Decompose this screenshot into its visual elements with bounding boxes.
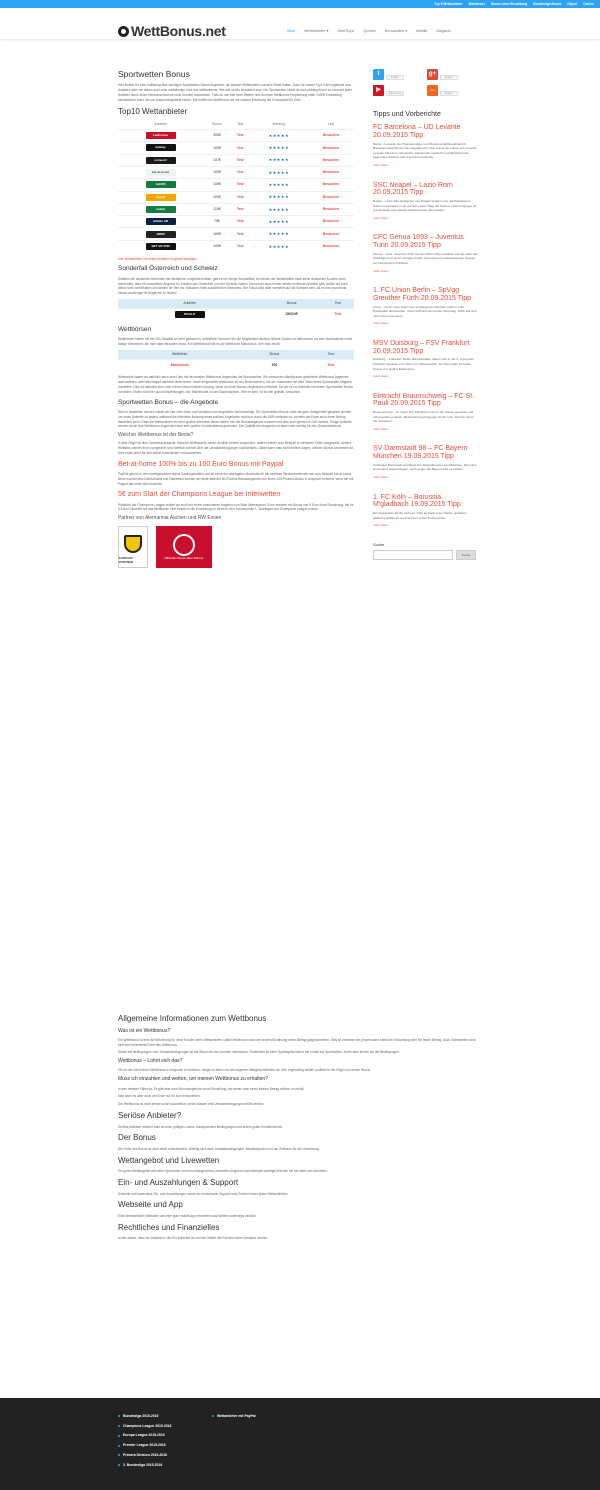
col-header: Bonus (212, 122, 222, 127)
paragraph: Ob es sich lohnt einen Wettbonus in Anspruch zu nehmen, hängt vor allem von den eigenen Wettgewohnheiten ab. Wer regelmäßig wettet, profitiert in der Regel von einem Bonus. (118, 1068, 372, 1073)
col-header: Bonus (261, 299, 321, 308)
bonus-value: 100€ (203, 240, 230, 252)
bonus-value: 150CHF (261, 308, 321, 320)
info-heading: Rechtliches und Finanzielles (118, 1222, 220, 1232)
rating-stars: ★★★★★ (250, 130, 308, 142)
read-more-link[interactable]: mehr lesen (373, 426, 389, 431)
test-link[interactable]: Test (231, 203, 250, 215)
table-row (118, 130, 354, 142)
search-button[interactable]: Suche (456, 550, 476, 560)
visit-link[interactable]: Besuchen (308, 216, 354, 228)
top-link[interactable]: eSport (567, 1, 578, 6)
read-more-link[interactable]: mehr lesen (373, 523, 389, 528)
table-row (118, 166, 354, 178)
ch-text: Seitdem die deutschen Behörden die Wettsteuer eingeführt haben, gibt es nur einige Sonderfälle, bei denen die Wettanbieter zwar keine deutschen Kunden mehr annehmen, aber ein komplettes Angebot für Kunden aus Österreich und der Schweiz haben. Da es hier auch immer wieder verkürzte Anbieter gibt, wollen wir euch diese nicht vorenthalten und stellen sie hier vor. Inklusive eines ausführlichen Berichtes. Der Fokus wird aber vermehrt auf die Schweiz sein, da es hier manchmal etwas schwieriger ist Angebote zu finden! (118, 276, 348, 296)
main-content (118, 68, 354, 568)
tip-excerpt: Union – Fürth: zwei Teams der vergangenen Wochen treffen in der Hauptstadt aufeinander. Union hofft auf den ersten Heimsieg, Fürth will sich nach oben orientieren. (373, 304, 477, 318)
tip-title[interactable]: Eintracht Braunschweig – FC St. Pauli 20.09.2015 Tipp (373, 392, 475, 408)
rating-stars: ★★★★★ (250, 203, 308, 215)
info-sub: Muss ich einzahlen und wetten, um meinen Wettbonus zu erhalten? (118, 1076, 268, 1083)
follow-button[interactable]: Folgen (386, 75, 404, 80)
provider-logo[interactable]: Ladbrokes (146, 132, 176, 139)
tip-excerpt: Genoa – Juve: Juventus Turin hat den Start völlig verpasst und hat nach drei Spieltagen nur einen einzigen Punkt. Genua ist ein unangenehmer Gegner vor heimischem Publikum. (373, 251, 478, 265)
follow-button[interactable]: Folgen (440, 91, 458, 96)
tip-item (373, 340, 478, 379)
rating-stars: ★★★★★ (250, 154, 308, 166)
tip-title[interactable]: 1. FC Union Berlin – SpVgg Greuther Fürth 20.09.2015 Tipp (373, 287, 472, 302)
table-row (118, 203, 354, 215)
read-more-link[interactable]: mehr lesen (373, 321, 389, 326)
paragraph: Man kann es aber auch am Ende nur für sich entscheiden. (118, 1094, 201, 1099)
visit-link[interactable]: Besuchen (308, 240, 354, 252)
tip-item (373, 124, 478, 167)
col-header: Bonus (241, 350, 307, 359)
read-more-link[interactable]: mehr lesen (373, 268, 389, 273)
tip-excerpt: Aufsteiger Darmstadt empfängt den Rekordmeister aus München. Die Lilien sind bisher ungeschlagen, doch gegen die Bayern wird es schwer. (373, 462, 477, 472)
search-form (373, 550, 478, 560)
table-row (118, 191, 354, 203)
rating-stars: ★★★★★ (250, 142, 308, 154)
info-sub: Wettbonus – Lohnt sich das? (118, 1058, 183, 1065)
subscribe-button[interactable]: Abonnieren (386, 91, 404, 96)
rating-stars: ★★★★★ (250, 240, 308, 252)
alemannia-logo (124, 535, 142, 553)
bonus-value: 107€ (203, 154, 230, 166)
footer-link[interactable]: Primera Division 2015-2016 (118, 1453, 171, 1458)
bonus-value: 20€ (241, 359, 307, 371)
tip-title[interactable]: SV Darmstadt 98 – FC Bayern München 19.09.2015 Tipp (373, 445, 468, 461)
tip-excerpt: Napoli – Lazio: Die Gastgeber aus Neapel spielen eine durchwachsene Saison und warten noch auf den ersten Sieg der Saison. Lazio hingegen ist gut gestartet und will den Abstand nach oben halten. (373, 198, 477, 213)
visit-link[interactable]: Besuchen (308, 228, 354, 240)
info-sub: Was ist ein Wettbonus? (118, 1027, 171, 1034)
paragraph: Schnelle und kostenlose Ein- und Auszahlungen sowie ein erreichbarer Support sind Zeichen eines guten Wettanbieters. (118, 1191, 289, 1196)
footer-link[interactable]: Premier League 2015-2016 (118, 1443, 171, 1448)
social-youtube[interactable] (373, 84, 423, 96)
col-header: Wertung (272, 122, 286, 127)
cl-title[interactable]: 5€ zum Start der Champions League bei Interwetten (118, 491, 281, 499)
page-title: Sportwetten Bonus (118, 69, 190, 79)
provider-logo[interactable]: expekt (146, 194, 176, 201)
tip-item (373, 182, 478, 221)
visit-link[interactable]: Besuchen (308, 191, 354, 203)
test-link[interactable]: Test (231, 216, 250, 228)
bonus-value: 100€ (203, 142, 230, 154)
visit-link[interactable]: Besuchen (308, 166, 354, 178)
paragraph: Die Höhe des Bonus ist nicht allein entscheidend. Wichtig sind auch Umsatzbedingungen, Mindestquoten und der Zeitraum für die Umsetzung. (118, 1146, 320, 1151)
read-more-link[interactable]: mehr lesen (373, 374, 389, 379)
tip-excerpt: Braunschweig – St. Pauli: Der Kiezklub ist gut in die Saison gestartet und will auswärts punkten. Braunschweig hingegen sucht noch nach der Form der Vorsaison. (373, 410, 474, 424)
info-heading: Ein- und Auszahlungen & Support (118, 1178, 239, 1188)
table-row (118, 179, 354, 191)
top-link[interactable]: Bundesliga Bonus (533, 1, 562, 6)
test-link[interactable]: Test (231, 228, 250, 240)
provider-logo[interactable]: betway (146, 144, 176, 151)
tip-title[interactable]: MSV Duisburg – FSV Frankfurt 20.09.2015 Tipp (373, 339, 470, 355)
top-link[interactable]: Wettsteuer (468, 1, 485, 6)
provider-logo[interactable]: RIVALO (175, 311, 205, 318)
table-row (118, 142, 354, 154)
nav-wettanbieter[interactable]: Wettanbieter ▾ (304, 29, 329, 33)
test-link[interactable]: Test (231, 130, 250, 142)
paragraph: Seriöse Anbieter erkennt man an einer gültigen Lizenz, transparenten Bedingungen und einem guten Kundenservice. (118, 1124, 284, 1129)
paragraph: Pünktlich der Champions League wollen wir euch mit einem besonderen Angebot zum Start überraschen. Euch erwartet ein Bonus von 5 Euro ohne Einzahlung, bei ihr 5 Euro Gutschrift auf das Wettkonto. Hier müsst ihr die Einzahlung im Bereich, den Schwerpunkt 1. Spieltagen der Champions League nutzen. (118, 502, 354, 512)
rating-stars: ★★★★★ (250, 179, 308, 191)
footer-link[interactable]: Europa League 2015-2016 (118, 1433, 171, 1438)
search-label: Suche (373, 541, 385, 547)
visit-link[interactable]: Besuchen (308, 179, 354, 191)
test-link[interactable]: Test (231, 154, 250, 166)
provider-logo[interactable]: comeon! (146, 157, 176, 164)
ch-table (118, 299, 354, 321)
search-input[interactable] (373, 550, 453, 560)
tip-item (373, 287, 478, 326)
general-info (118, 1010, 480, 1244)
all-providers-link[interactable]: Alle Wettanbieter mit einem sicheren Angebot anzeigen... (118, 256, 199, 261)
footer-link[interactable]: Champions League 2015-2016 (118, 1424, 171, 1429)
social-buttons (373, 68, 478, 96)
col-header: Test (322, 299, 354, 308)
wb-table (118, 350, 354, 372)
rating-stars: ★★★★★ (250, 228, 308, 240)
top-link[interactable]: Casino (583, 1, 594, 6)
table-row (118, 240, 354, 252)
col-header: Test (308, 350, 354, 359)
ser-title: Welcher Wettbonus ist der Beste? (118, 432, 194, 439)
test-link[interactable]: Test (231, 191, 250, 203)
social-google[interactable] (427, 68, 477, 80)
bonus-value: 100€ (203, 228, 230, 240)
paragraph: Ein gutes Wettangebot mit vielen Sportarten und ein umfangreiches Livewetten-Angebot sind ebenfalls wichtige Kriterien bei der Wahl des Anbieters. (118, 1169, 328, 1174)
tip-item (373, 494, 478, 528)
social-twitter[interactable] (373, 68, 423, 80)
main-nav (287, 29, 451, 35)
paragraph: In aller Regel ist dies Geschmackssache. Manche Wettfreunde haben deutlich höhere Ansprüche, andere wieder zum Beispiel in mehreren Teilen ausgezahlt. Andere Wettfans werden ihnen umgekehrt und ziemlich schnell über die Umsatzbedingungen nachdenken. Daher kann man nicht einfach sagen, welcher Bonus am besten ist. Dies muss jeder für sich selbst entscheiden und auswerten. (118, 441, 354, 456)
partner-alemannia[interactable]: EUREGIO PARTNER (118, 526, 148, 568)
paragraph: Ein Wettbonus ist eine Art Belohnung für neue Kunden beim Wettanbieter. Dabei erhält man nach der ersten Einzahlung einen Betrag gutgeschrieben. Dies ist entweder ein prozentualer Anteil der Einzahlung oder ein fester Betrag. Auch Gratiswetten sind eine weit verbreitete Form des Wettbonus. (118, 1037, 476, 1047)
col-header: Link (327, 122, 335, 127)
table-row (118, 216, 354, 228)
provider-logo[interactable]: bet-at-home (146, 169, 176, 176)
nav-magazin[interactable]: Magazin (436, 29, 451, 33)
tip-title[interactable]: FC Barcelona – UD Levante 20.09.2015 Tipp (373, 124, 461, 139)
rss-icon: rss (427, 85, 438, 96)
nav-start[interactable]: Start (287, 29, 296, 33)
info-heading: Wettangebot und Livewetten (118, 1155, 220, 1165)
tip-title[interactable]: SSC Neapel – Lazio Rom 20.09.2015 Tipp (373, 181, 453, 197)
footer-links-2 (212, 1414, 256, 1424)
col-header: Test (237, 122, 244, 127)
nav-quoten[interactable]: Quoten (363, 29, 376, 33)
bonus-value: 75€ (203, 216, 230, 228)
info-heading: Der Bonus (118, 1133, 156, 1143)
sidebar (373, 68, 478, 560)
paragraph: Wetmarkts haben wir natürlich auch eine Liste mit den besten Wettbonus Angeboten der Buchmacher. Wir versuchen ständig auch gesicherte Wettbonus Angebote auszuwählen, aber dies klappt natürlich nicht immer. Jeder eingestellte Wettbonus ist von Buchmachern, die wir zusammen mit dem Team eines Sportwetten Magazin vorstellen. Dies ist natürlich eine Liste mit nur einem kleinen Auszug, wenn du einen Bonus vergleichen möchtest. Da wir es nur Anbieter mit einem Sportwetten Bonus vorstellen, finden sich hier auch Empfehlungen und Testberichte zu den Buchmachern. Wie ihr seht, ist es hier gelistet, besuchen. (118, 375, 353, 394)
col-header: Anbieter (118, 299, 261, 308)
info-heading: Webseite und App (118, 1200, 183, 1210)
paragraph: Selbst mit Bedingungen oder Umsatzbedingungen ist der Bonus für den Kunden interessant. Schließlich ist mehr Spielkapital immer ein Vorteil bei Sportwetten. Achte aber immer auf die Bedingungen. (118, 1050, 400, 1055)
table-row (118, 154, 354, 166)
col-header: Anbieter (154, 122, 167, 127)
footer-link[interactable]: 2. Bundesliga 2015-2016 (118, 1463, 171, 1468)
nav-bonusarten[interactable]: Bonusarten ▾ (384, 29, 408, 33)
read-more-link[interactable]: mehr lesen (373, 163, 389, 168)
test-link[interactable]: Test (322, 308, 354, 320)
test-link[interactable]: Test (231, 142, 250, 154)
partner-title: Partner von Alemannia Aachen und RW Essen (118, 515, 222, 522)
visit-link[interactable]: Besuchen (308, 142, 354, 154)
info-heading: Seriöse Anbieter? (118, 1110, 182, 1120)
provider-name[interactable]: Matchbook (118, 359, 241, 371)
footer (0, 1398, 600, 1490)
nav-wetttipps[interactable]: WettTipps (337, 29, 355, 33)
rating-stars: ★★★★★ (250, 191, 308, 203)
tip-item (373, 234, 478, 273)
paragraph: Wie ihr feststellen werdet, haben wir hier viele Arten und Varianten von Angeboten berücksichtigt. Ein Sportwetten Bonus sollte als gute Gelegenheit gesehen werden um einen Anbieter zu testen, während die Mehrfach Nutzung eines solchen Angebotes nicht nur durch die AGB verboten ist, sondern am Ende auch einen Betrug darstellen kann. Dass die Wettanbieter ein sehr großes Interesse daran haben, wie die Bonusangebote machen und dies auch gerne tun, hat Vorteile. Einige Anbieter werden durch ihre Wettbonus-Angebote einen sehr großen Kundenstamm gewinnen. Die Qualität des Angebots ist dabei sehr wichtig für den Gesamteindruck. (118, 410, 352, 429)
tip-title[interactable]: 1. FC Köln – Borussia M'gladbach 19.09.2015 Tipp (373, 493, 461, 509)
table-row (118, 308, 354, 320)
youtube-icon: ▶ (373, 85, 384, 96)
top-link[interactable]: Bonus ohne Einzahlung (490, 1, 528, 6)
sidebar-title: Tipps und Vorberichte (373, 111, 441, 118)
rating-stars: ★★★★★ (250, 216, 308, 228)
tip-excerpt: Ein rheinisches Derby steht an. Köln ist stark in die Saison gestartet, während Gladbach noch auf den ersten Punkt wartet. (373, 510, 467, 520)
paragraph: Der Wettbonus ist nicht immer sofort auszahlbar, meist müssen erst Umsatzbedingungen erfüllt werden. (118, 1102, 265, 1107)
paragraph: PayPal gehört zu den meistgenutzten online Zahlungsmitteln und ist eines der wichtigsten Merkmale für ein seriösen Wettunternehmen wie zum Beispiel bet-at-home. Neue Kunden aus Deutschland und Österreich können ab heute statt der 50-Prozent Bonusangebote nun einen 100-Prozent-Bonus in Anspruch nehmen, wenn sie mit Paypal das erste Mal einzahlen. (118, 471, 354, 486)
football-icon (118, 26, 129, 37)
provider-logo[interactable]: bet365 (146, 181, 176, 188)
social-rss[interactable] (427, 84, 477, 96)
top10-table (118, 120, 354, 252)
tip-excerpt: Duisburg – Frankfurt: Beide Mannschaften haben sich in der 2. Liga einen Fehlstart geleistet und stehen im Tabellenkeller. Ein Sieg wäre für beide Teams von großer Bedeutung. (373, 357, 475, 371)
footer-link[interactable]: Wettanbieter mit PayPal (212, 1414, 256, 1419)
provider-logo[interactable]: william hill (146, 218, 176, 225)
logo[interactable]: WettBonus.net (118, 21, 226, 41)
paragraph: Achte darauf, dass der Anbieter in der EU lizenziert ist und die Gelder der Kunden sicher verwahrt werden. (118, 1236, 269, 1241)
bonus-value: 300€ (203, 130, 230, 142)
follow-button[interactable]: Folgen (440, 75, 458, 80)
intro-text: Hier findest Du eine Auflistung aller wichtigen Sportwetten Bonus Angebote, die seriöse Wettanbieter auf dem Markt haben. Dazu ist unsere Top10 der Angebote bzw. Anbieter, aber wir haben auch eine vollständige Liste des Wettanbieter. Wie alle seriös einsortiert sind. Der Sportwetten-Markt ist hart umkämpft und so versucht jeder Anbieter durch einen Neukundenbonus neue Kunden anzulocken. Falls du neu bist beim Wetten und du einen Wettbonus Empfehlung unter 1000€ Einzahlung einkassieren willst, die wir zusammengestellt haben. Wir treffen bei WettBonus.net mit unserer Erfahrung die Vorauswahl für Dich. (118, 83, 352, 102)
footer-links-1 (118, 1414, 171, 1472)
tip-title[interactable]: CFC Genua 1893 – Juventus Turin 20.09.2015 Tipp (373, 234, 464, 250)
top-bar (0, 0, 600, 8)
visit-link[interactable]: Besuchen (308, 203, 354, 215)
provider-logo[interactable]: unibet (146, 206, 176, 213)
table-row (118, 228, 354, 240)
test-link[interactable]: Test (231, 179, 250, 191)
top10-title: Top10 Wettanbieter (118, 106, 188, 116)
paragraph: In den meisten Fällen ja. Es gibt aber auch Bonusangebote ohne Einzahlung, bei denen man einen kleinen Betrag einfach so erhält. (118, 1086, 305, 1091)
paragraph: Eine übersichtliche Webseite und eine gute mobile App erleichtern das Wetten unterwegs deutlich. (118, 1214, 257, 1219)
test-link[interactable]: Test (231, 166, 250, 178)
provider-logo[interactable]: BET VICTOR (146, 243, 176, 250)
read-more-link[interactable]: mehr lesen (373, 215, 389, 220)
tip-excerpt: Barca – Levante: der Titelverteidiger und Meisterschaftskandidat FC Barcelona begrüßt am Sonntagabend im Nou Camp die Gäste aus Levante. Levante hat einen schwachen Saisonstart erwischt und kämpft bereits gegen den Abstieg. Der Favorit ist eindeutig. (373, 141, 478, 160)
paypal-title[interactable]: Bet-at-home 100% bis zu 100 Euro Bonus mit Paypal (118, 460, 284, 468)
test-link[interactable]: Test (231, 240, 250, 252)
provider-logo[interactable]: BWIN (146, 231, 176, 238)
rwe-logo (173, 534, 195, 556)
sb-title: Sportwetten Bonus – die Angebote (118, 398, 219, 406)
wb-text: Wettbörsen haben mit der 200-Idealität an Wert gewonnen, schließlich hat man hier die Möglichkeit deutlich höhere Quoten zu bekommen, da kein Buchmacher seine Marge einrechnet, die man dann bezahlen muss. Ein Wetttutorial hilft es die Wettbörse Matchbook, den man erhält. (118, 337, 353, 346)
nav-mobile[interactable]: Mobile (416, 29, 428, 33)
table-row (118, 359, 354, 371)
rating-stars: ★★★★★ (250, 166, 308, 178)
ch-title: Sonderfall Österreich und Schweiz (118, 265, 218, 273)
bonus-value: 100€ (203, 166, 230, 178)
read-more-link[interactable]: mehr lesen (373, 475, 389, 480)
tip-item (373, 393, 478, 432)
bonus-value: 100€ (203, 179, 230, 191)
google-plus-icon: g+ (427, 69, 438, 80)
footer-link[interactable]: Bundesliga 2015-2016 (118, 1414, 171, 1419)
info-title: Allgemeine Informationen zum Wettbonus (118, 1014, 267, 1023)
visit-link[interactable]: Besuchen (308, 130, 354, 142)
col-header: Wettbörse (118, 350, 241, 359)
twitter-icon: t (373, 69, 384, 80)
partners (118, 526, 354, 568)
test-link[interactable]: Test (308, 359, 354, 371)
tip-item (373, 445, 478, 479)
wb-title: Wettbörsen (118, 325, 152, 333)
top-link[interactable]: Top 5 Wettanbieter (434, 1, 463, 6)
bonus-value: 110€ (203, 203, 230, 215)
header (0, 8, 600, 40)
visit-link[interactable]: Besuchen (308, 154, 354, 166)
partner-rwe[interactable]: Offizieller Bookmaker-Partner (156, 526, 212, 568)
bonus-value: 100€ (203, 191, 230, 203)
tips-list (373, 124, 478, 528)
